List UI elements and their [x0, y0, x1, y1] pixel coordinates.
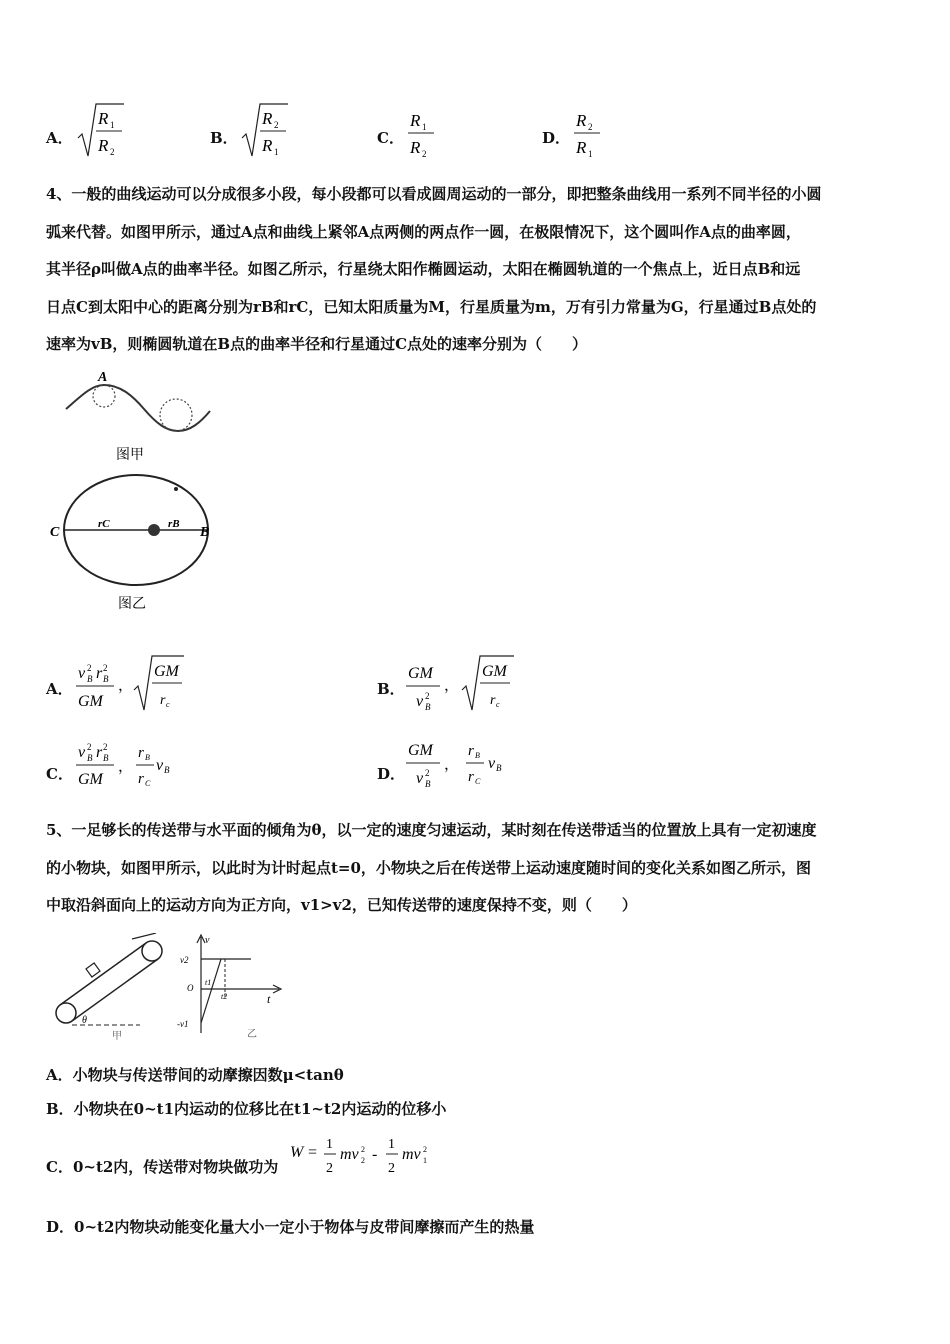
svg-text:B: B — [103, 753, 109, 763]
svg-text:mv: mv — [402, 1146, 421, 1163]
svg-text:2: 2 — [110, 147, 115, 157]
svg-text:W: W — [290, 1144, 304, 1161]
svg-text:c: c — [166, 700, 170, 709]
svg-text:R: R — [98, 109, 109, 128]
svg-text:-: - — [372, 1146, 378, 1163]
q5-option-a[interactable]: A．小物块与传送带间的动摩擦因数μ<tanθ — [46, 1066, 344, 1084]
q5-option-b[interactable]: B．小物块在0~t1内运动的位移比在t1~t2内运动的位移小 — [46, 1100, 447, 1118]
svg-text:B: B — [103, 674, 109, 684]
svg-text:B: B — [164, 765, 170, 775]
q4-option-d-formula — [404, 737, 524, 793]
svg-text:2: 2 — [274, 120, 279, 130]
svg-text:r: r — [468, 769, 474, 785]
q5-line-3: 中取沿斜面向上的运动方向为正方向，v1>v2，已知传送带的速度保持不变，则（ ） — [46, 896, 637, 914]
svg-text:B: B — [87, 674, 93, 684]
svg-text:，: ， — [444, 678, 460, 694]
svg-text:2: 2 — [425, 768, 430, 778]
svg-text:，: ， — [118, 678, 134, 694]
curvature-circle-a — [93, 385, 115, 407]
q4-line-1: 4、一般的曲线运动可以分成很多小段，每小段都可以看成圆周运动的一部分，即把整条曲线用一系列不同半径的小圆 — [46, 185, 822, 203]
q4-option-c-formula — [74, 737, 194, 793]
q4-option-b-formula — [404, 652, 524, 714]
svg-text:GM: GM — [408, 742, 433, 759]
q5-line-2: 的小物块，如图甲所示，以此时为计时起点t=0，小物块之后在传送带上运动速度随时间的变化关系如图乙所示，图 — [46, 858, 811, 877]
svg-text:1: 1 — [422, 122, 427, 132]
svg-text:r: r — [96, 665, 103, 682]
svg-text:2: 2 — [425, 691, 430, 701]
curvature-circle-b — [160, 399, 192, 431]
svg-text:2: 2 — [87, 742, 92, 752]
svg-text:v: v — [488, 755, 496, 772]
velocity-line — [201, 959, 221, 1023]
tick-t1: t1 — [205, 978, 212, 987]
q5-option-c-text: C．0~t2内，传送带对物块做功为 — [46, 1158, 279, 1176]
svg-text:r: r — [490, 693, 496, 708]
q5-option-c[interactable] — [46, 1156, 278, 1177]
q4-option-c-label[interactable]: C． — [46, 765, 73, 783]
svg-text:GM: GM — [154, 663, 179, 680]
q4-figure-yi — [44, 472, 224, 617]
belt-bottom — [72, 959, 158, 1021]
svg-text:1: 1 — [110, 120, 115, 130]
t-axis-label: t — [267, 992, 271, 1006]
svg-text:2: 2 — [361, 1145, 365, 1154]
q3-option-d-label[interactable]: D． — [542, 129, 571, 147]
svg-text:r: r — [138, 771, 144, 787]
svg-text:1: 1 — [388, 1137, 395, 1152]
q4-line-5: 速率为vB，则椭圆轨道在B点的曲率半径和行星通过C点处的速率分别为（ ） — [46, 335, 588, 353]
tick-v2: v2 — [180, 955, 189, 965]
svg-text:B: B — [145, 753, 150, 762]
q4-question-stem — [46, 176, 908, 364]
tick-origin: O — [187, 983, 194, 993]
q5-option-c-formula — [288, 1130, 448, 1180]
svg-text:，: ， — [444, 757, 460, 773]
svg-text:R: R — [262, 136, 273, 155]
rb-label: rB — [168, 518, 180, 530]
wave-curve — [66, 385, 210, 431]
point-c-label: C — [50, 525, 60, 540]
q5-fig-jia-caption: 甲 — [112, 1031, 122, 1042]
q3-option-b-label[interactable]: B． — [210, 129, 238, 147]
svg-text:mv: mv — [340, 1146, 359, 1163]
fig-jia-caption: 图甲 — [116, 447, 144, 463]
q4-figure-jia — [60, 365, 220, 465]
svg-text:r: r — [138, 745, 144, 761]
svg-text:GM: GM — [482, 663, 507, 680]
svg-text:2: 2 — [103, 742, 108, 752]
svg-text:2: 2 — [423, 1145, 427, 1154]
svg-text:2: 2 — [388, 1161, 395, 1176]
q3-option-c-label[interactable]: C． — [377, 129, 404, 147]
tick-t2: t2 — [221, 992, 228, 1001]
belt-top — [60, 943, 146, 1005]
svg-text:C: C — [475, 777, 481, 786]
svg-text:R: R — [410, 111, 421, 130]
svg-text:GM: GM — [78, 771, 103, 788]
svg-text:B: B — [425, 702, 431, 712]
svg-text:1: 1 — [588, 149, 593, 159]
svg-text:R: R — [576, 111, 587, 130]
svg-text:v: v — [416, 770, 424, 787]
point-a-label: A — [98, 370, 108, 385]
q5-figure-jia — [50, 933, 180, 1043]
block — [86, 963, 100, 977]
svg-text:R: R — [410, 138, 421, 157]
svg-text:2: 2 — [87, 663, 92, 673]
q4-line-2: 弧来代替。如图甲所示，通过A点和曲线上紧邻A点两侧的两点作一圆，在极限情况下，这个圆叫作A点的曲率圆， — [46, 222, 801, 241]
q5-fig-yi-caption: 乙 — [247, 1029, 257, 1040]
q4-line-3: 其半径ρ叫做A点的曲率半径。如图乙所示，行星绕太阳作椭圆运动，太阳在椭圆轨道的一个焦点上，近日点B和远 — [46, 260, 801, 278]
sun-dot — [148, 524, 160, 536]
point-b-label: B — [200, 525, 210, 540]
q4-option-a-label[interactable]: A． — [46, 680, 73, 698]
svg-text:v: v — [416, 693, 424, 710]
q4-option-a-formula — [74, 652, 194, 714]
svg-text:=: = — [308, 1144, 318, 1161]
q5-question-stem — [46, 812, 908, 925]
svg-text:B: B — [496, 763, 502, 773]
svg-text:r: r — [96, 744, 103, 761]
v-axis-label: v — [205, 935, 210, 946]
svg-text:2: 2 — [103, 663, 108, 673]
q3-option-d-formula — [572, 104, 604, 162]
svg-text:C: C — [145, 779, 151, 788]
q3-option-c-formula — [406, 104, 438, 162]
svg-text:r: r — [468, 743, 474, 759]
svg-text:1: 1 — [423, 1156, 427, 1165]
q3-option-b-formula — [240, 100, 290, 162]
q4-option-b-label[interactable]: B． — [377, 680, 405, 698]
svg-text:，: ， — [118, 759, 134, 775]
svg-text:R: R — [98, 136, 109, 155]
fig-yi-caption: 图乙 — [118, 596, 146, 612]
q4-option-d-label[interactable]: D． — [377, 765, 406, 783]
svg-text:c: c — [496, 700, 500, 709]
q4-line-4: 日点C到太阳中心的距离分别为rB和rC，已知太阳质量为M，行星质量为m，万有引力常量为G，行星通过B点处的 — [46, 297, 817, 316]
svg-text:R: R — [576, 138, 587, 157]
svg-text:GM: GM — [78, 693, 103, 710]
svg-text:v: v — [78, 744, 86, 761]
svg-text:2: 2 — [422, 149, 427, 159]
svg-text:B: B — [425, 779, 431, 789]
svg-text:r: r — [160, 693, 166, 708]
svg-text:1: 1 — [274, 147, 279, 157]
svg-text:2: 2 — [588, 122, 593, 132]
tick-neg-v1: -v1 — [177, 1019, 189, 1029]
svg-text:B: B — [475, 751, 480, 760]
svg-text:2: 2 — [361, 1156, 365, 1165]
q3-option-a-label[interactable]: A． — [46, 129, 73, 147]
planet-dot — [174, 487, 178, 491]
q5-figure-yi — [175, 933, 295, 1043]
svg-text:R: R — [262, 109, 273, 128]
svg-text:B: B — [87, 753, 93, 763]
svg-text:GM: GM — [408, 665, 433, 682]
svg-text:1: 1 — [326, 1137, 333, 1152]
q5-option-d[interactable]: D．0~t2内物块动能变化量大小一定小于物体与皮带间摩擦而产生的热量 — [46, 1218, 535, 1236]
rc-label: rC — [98, 518, 110, 530]
svg-text:v: v — [156, 757, 164, 774]
svg-text:2: 2 — [326, 1161, 333, 1176]
svg-text:v: v — [78, 665, 86, 682]
theta-label: θ — [82, 1015, 87, 1026]
q3-option-a-formula — [76, 100, 126, 162]
q5-line-1: 5、一足够长的传送带与水平面的倾角为θ，以一定的速度匀速运动，某时刻在传送带适当的位置放上具有一定初速度 — [46, 821, 817, 839]
